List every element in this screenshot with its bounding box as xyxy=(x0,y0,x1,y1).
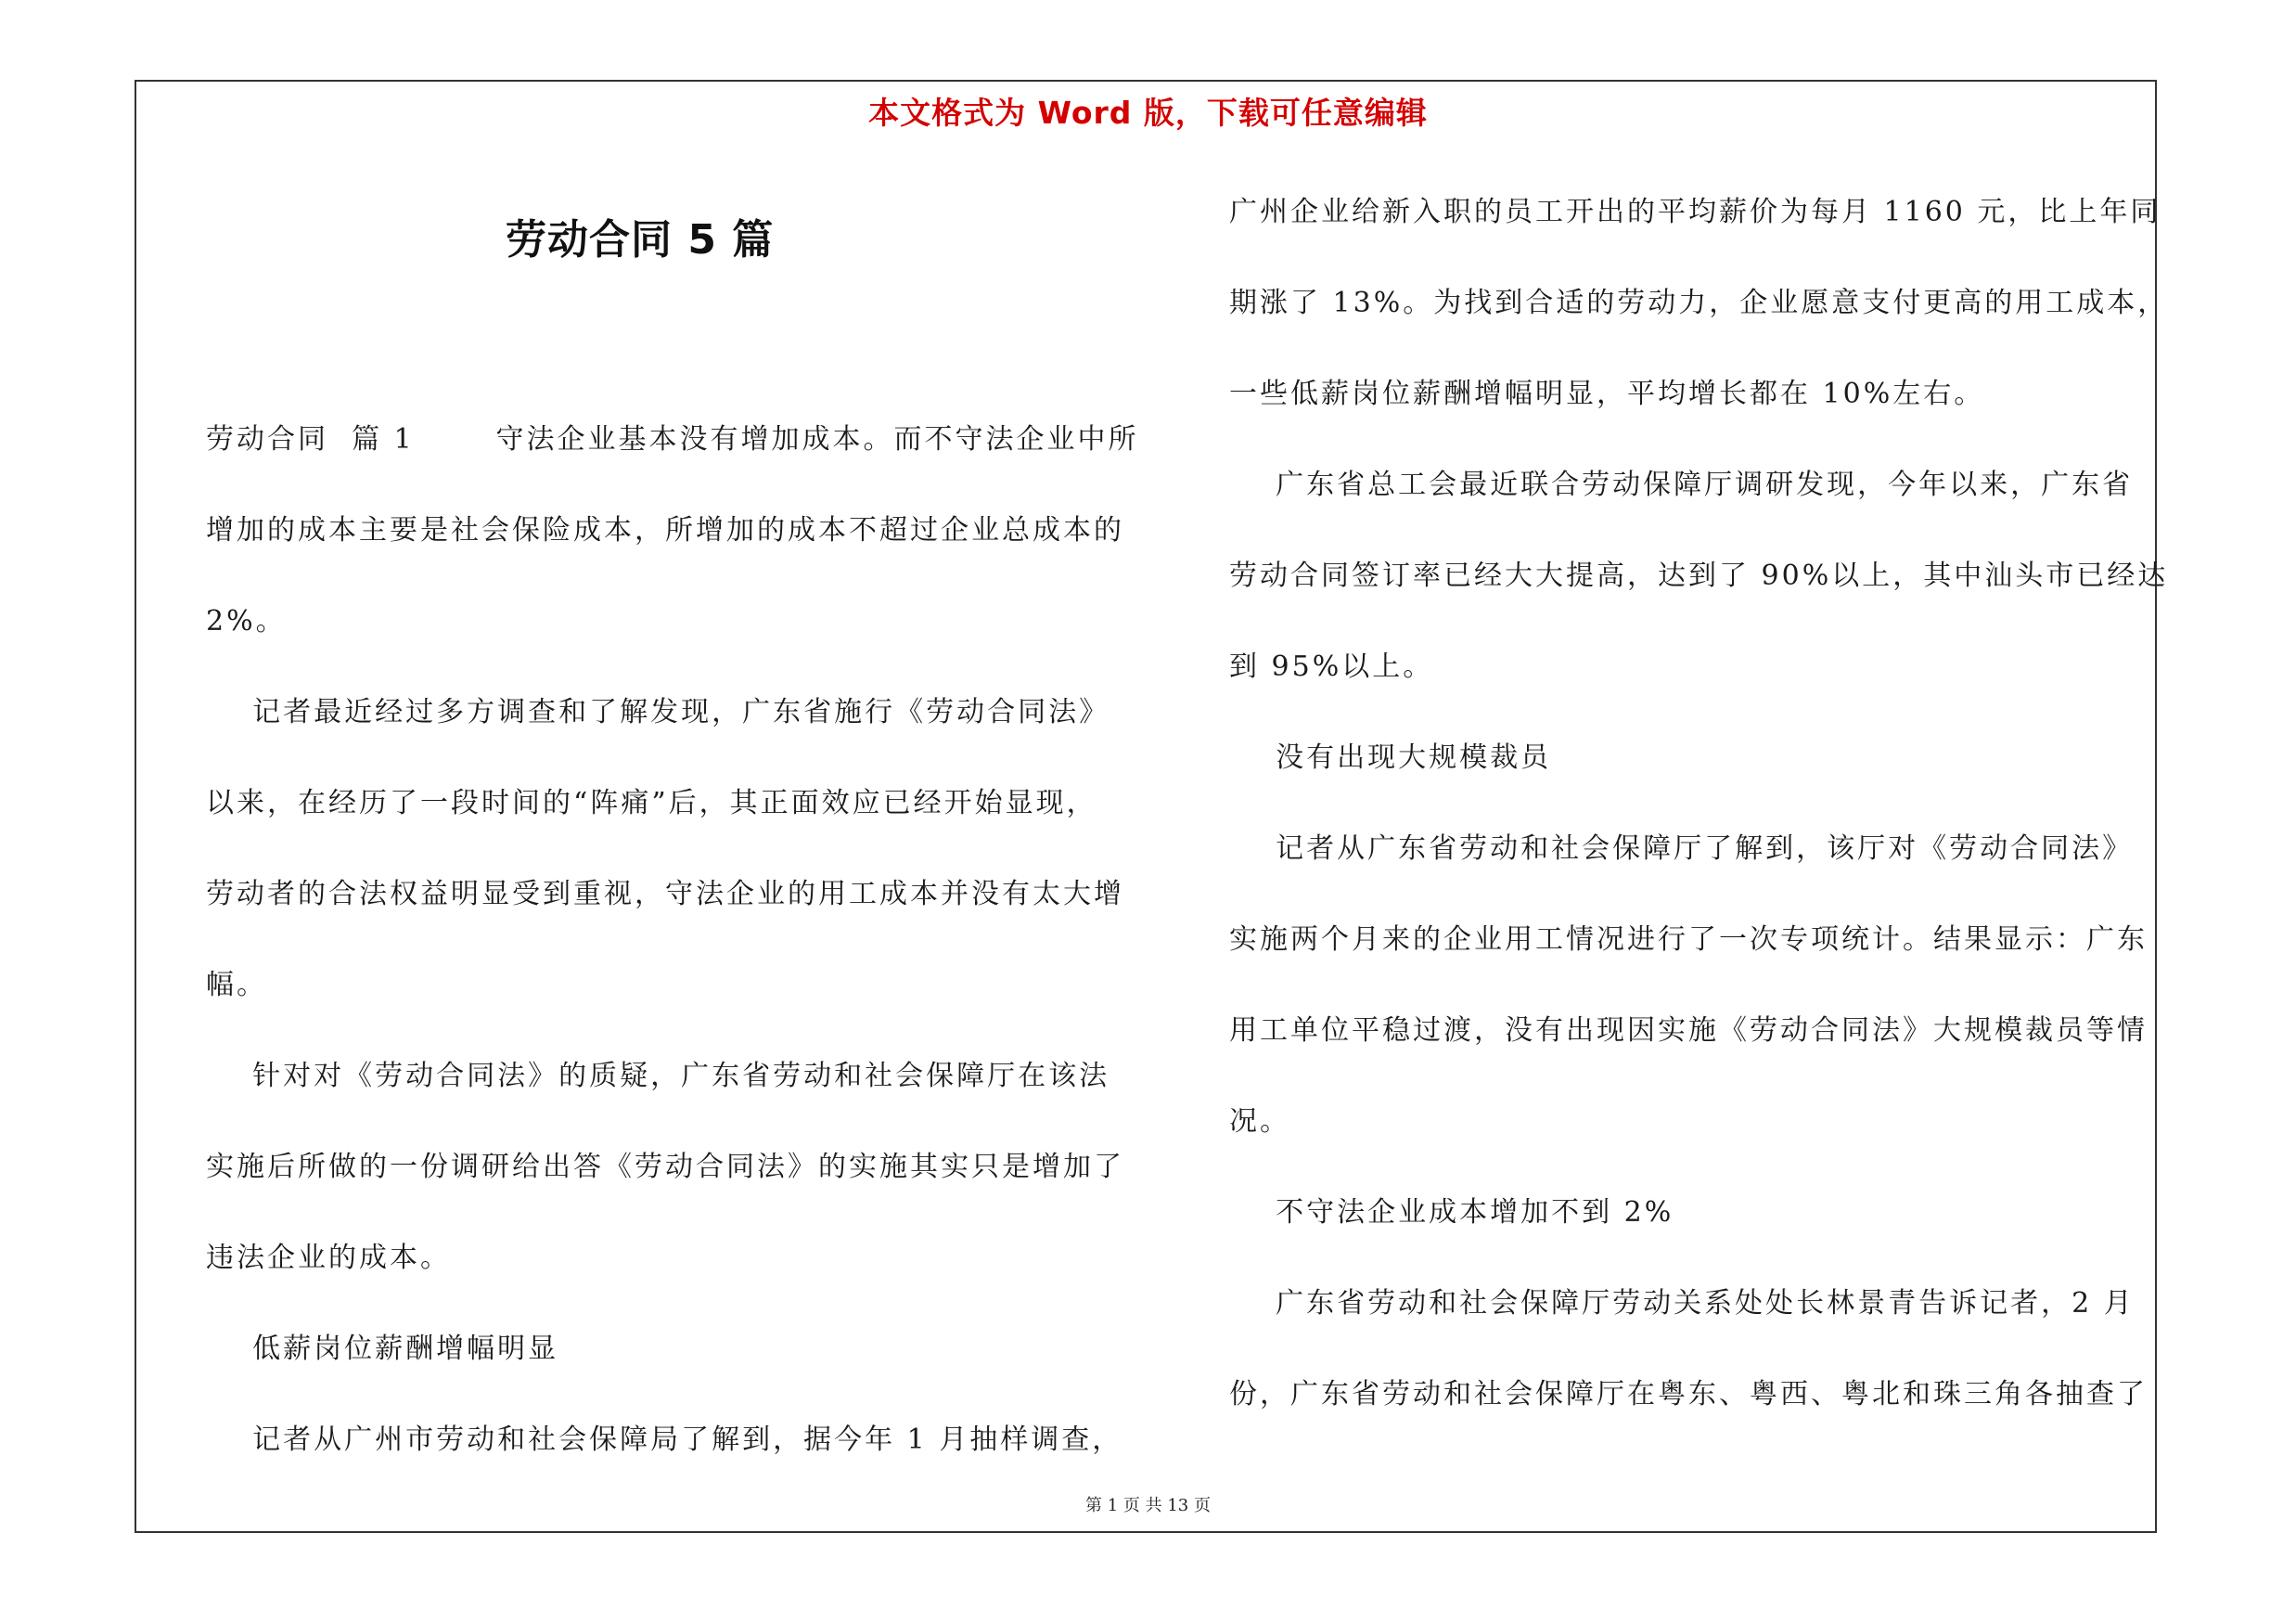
left-text-column xyxy=(206,394,1152,1486)
text-line: 用工单位平稳过渡，没有出现因实施《劳动合同法》大规模裁员等情 xyxy=(1229,1014,2148,1047)
text-line: 况。 xyxy=(1229,1105,1290,1138)
text-line: 劳动合同 篇 1 守法企业基本没有增加成本。而不守法企业中所 xyxy=(206,423,1139,456)
text-line: 针对对《劳动合同法》的质疑，广东省劳动和社会保障厅在该法 xyxy=(206,1060,1110,1092)
word-format-banner: 本文格式为 Word 版，下载可任意编辑 xyxy=(868,95,1428,131)
text-line: 广东省劳动和社会保障厅劳动关系处处长林景青告诉记者，2 月 xyxy=(1229,1287,2135,1320)
text-line: 一些低薪岗位薪酬增幅明显，平均增长都在 10%左右。 xyxy=(1229,378,1985,410)
section-heading: 没有出现大规模裁员 xyxy=(1229,741,1552,774)
text-line: 实施两个月来的企业用工情况进行了一次专项统计。结果显示：广东 xyxy=(1229,923,2148,956)
text-line: 记者从广州市劳动和社会保障局了解到，据今年 1 月抽样调查， xyxy=(206,1423,1123,1456)
section-heading: 低薪岗位薪酬增幅明显 xyxy=(206,1333,559,1365)
text-line: 份，广东省劳动和社会保障厅在粤东、粤西、粤北和珠三角各抽查了 xyxy=(1229,1378,2148,1410)
text-line: 劳动者的合法权益明显受到重视，守法企业的用工成本并没有太大增 xyxy=(206,878,1124,910)
text-line: 期涨了 13%。为找到合适的劳动力，企业愿意支付更高的用工成本， xyxy=(1229,287,2169,319)
text-line: 增加的成本主要是社会保险成本，所增加的成本不超过企业总成本的 xyxy=(206,514,1124,547)
text-line: 违法企业的成本。 xyxy=(206,1242,451,1274)
text-line: 广东省总工会最近联合劳动保障厅调研发现，今年以来，广东省 xyxy=(1229,469,2134,501)
text-line: 实施后所做的一份调研给出答《劳动合同法》的实施其实只是增加了 xyxy=(206,1151,1124,1183)
text-line: 到 95%以上。 xyxy=(1229,650,1434,683)
text-line: 以来，在经历了一段时间的“阵痛”后，其正面效应已经开始显现， xyxy=(206,787,1097,819)
text-line: 记者从广东省劳动和社会保障厅了解到，该厅对《劳动合同法》 xyxy=(1229,832,2134,865)
text-line: 广州企业给新入职的员工开出的平均薪价为每月 1160 元，比上年同 xyxy=(1229,196,2161,228)
text-line: 记者最近经过多方调查和了解发现，广东省施行《劳动合同法》 xyxy=(206,696,1110,728)
page-number-footer: 第 1 页 共 13 页 xyxy=(1085,1496,1211,1515)
text-line: 幅。 xyxy=(206,969,267,1001)
document-title: 劳动合同 5 篇 xyxy=(506,216,775,264)
text-line: 2%。 xyxy=(206,605,287,638)
text-line: 劳动合同签订率已经大大提高，达到了 90%以上，其中汕头市已经达 xyxy=(1229,560,2169,592)
section-heading: 不守法企业成本增加不到 2% xyxy=(1229,1196,1674,1229)
right-text-column xyxy=(1229,167,2171,1440)
